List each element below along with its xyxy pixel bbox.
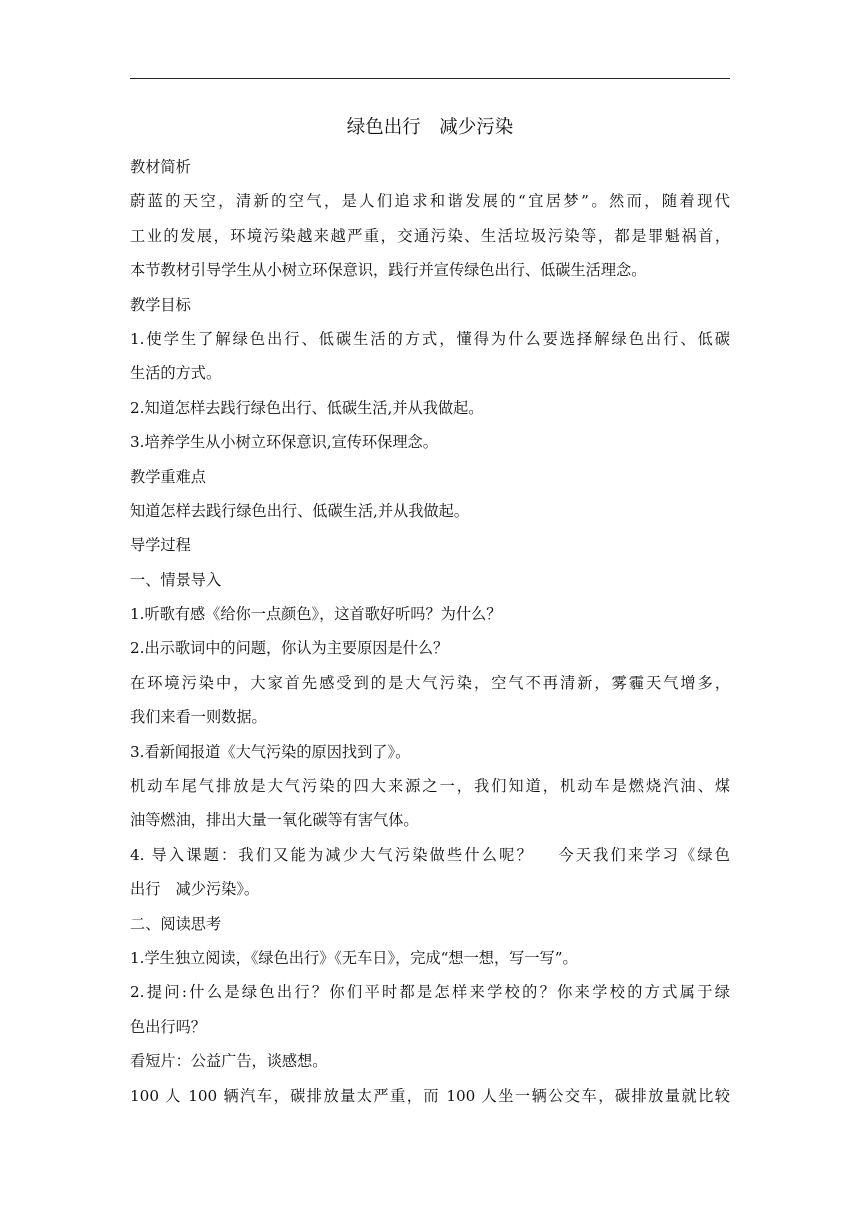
paragraph-line: 工业的发展，环境污染越来越严重，交通污染、生活垃圾污染等，都是罪魁祸首， <box>130 226 730 245</box>
document-body <box>130 150 730 1113</box>
paragraph-line: 色出行吗？ <box>130 1017 206 1036</box>
document-title: 绿色出行 减少污染 <box>346 117 514 138</box>
paragraph-line: 2.提问:什么是绿色出行？你们平时都是怎样来学校的？你来学校的方式属于绿 <box>130 983 730 1002</box>
paragraph-line: 机动车尾气排放是大气污染的四大来源之一，我们知道，机动车是燃烧汽油、煤 <box>130 777 730 796</box>
section-heading-key-points: 教学重难点 <box>130 467 206 486</box>
subsection-heading-reading-thinking: 二、阅读思考 <box>130 914 222 933</box>
section-heading-teaching-goals: 教学目标 <box>130 295 191 314</box>
section-heading-guided-process: 导学过程 <box>130 536 191 555</box>
paragraph-line: 在环境污染中，大家首先感受到的是大气污染，空气不再清新，雾霾天气增多， <box>130 673 730 692</box>
paragraph-line: 2.出示歌词中的问题，你认为主要原因是什么？ <box>130 639 449 658</box>
paragraph-line: 生活的方式。 <box>130 364 222 383</box>
paragraph-line: 3.培养学生从小树立环保意识,宣传环保理念。 <box>130 433 438 452</box>
paragraph-line: 1.听歌有感《给你一点颜色》，这首歌好听吗？为什么？ <box>130 605 502 624</box>
paragraph-line: 4. 导入课题：我们又能为减少大气污染做些什么呢？ 今天我们来学习《绿色 <box>130 845 730 864</box>
paragraph-line: 知道怎样去践行绿色出行、低碳生活,并从我做起。 <box>130 501 469 520</box>
subsection-heading-scenario-intro: 一、情景导入 <box>130 570 222 589</box>
paragraph-line: 看短片：公益广告，谈感想。 <box>130 1052 328 1071</box>
paragraph-line: 本节教材引导学生从小树立环保意识，践行并宣传绿色出行、低碳生活理念。 <box>130 261 647 280</box>
paragraph-line: 蔚蓝的天空，清新的空气，是人们追求和谐发展的“宜居梦”。然而，随着现代 <box>130 192 730 211</box>
paragraph-line: 1.学生独立阅读，《绿色出行》《无车日》，完成“想一想，写一写”。 <box>130 948 578 967</box>
paragraph-line: 我们来看一则数据。 <box>130 708 267 727</box>
paragraph-line: 100 人 100 辆汽车，碳排放量太严重，而 100 人坐一辆公交车，碳排放量就比较 <box>130 1086 730 1105</box>
paragraph-line: 1.使学生了解绿色出行、低碳生活的方式，懂得为什么要选择解绿色出行、低碳 <box>130 329 730 348</box>
section-heading-textbook-analysis: 教材简析 <box>130 158 191 176</box>
paragraph-line: 油等燃油，排出大量一氧化碳等有害气体。 <box>130 811 419 830</box>
header-rule <box>130 78 730 79</box>
paragraph-line: 3.看新闻报道《大气污染的原因找到了》。 <box>130 742 411 761</box>
paragraph-line: 2.知道怎样去践行绿色出行、低碳生活,并从我做起。 <box>130 398 484 417</box>
paragraph-line: 出行 减少污染》。 <box>130 880 260 899</box>
